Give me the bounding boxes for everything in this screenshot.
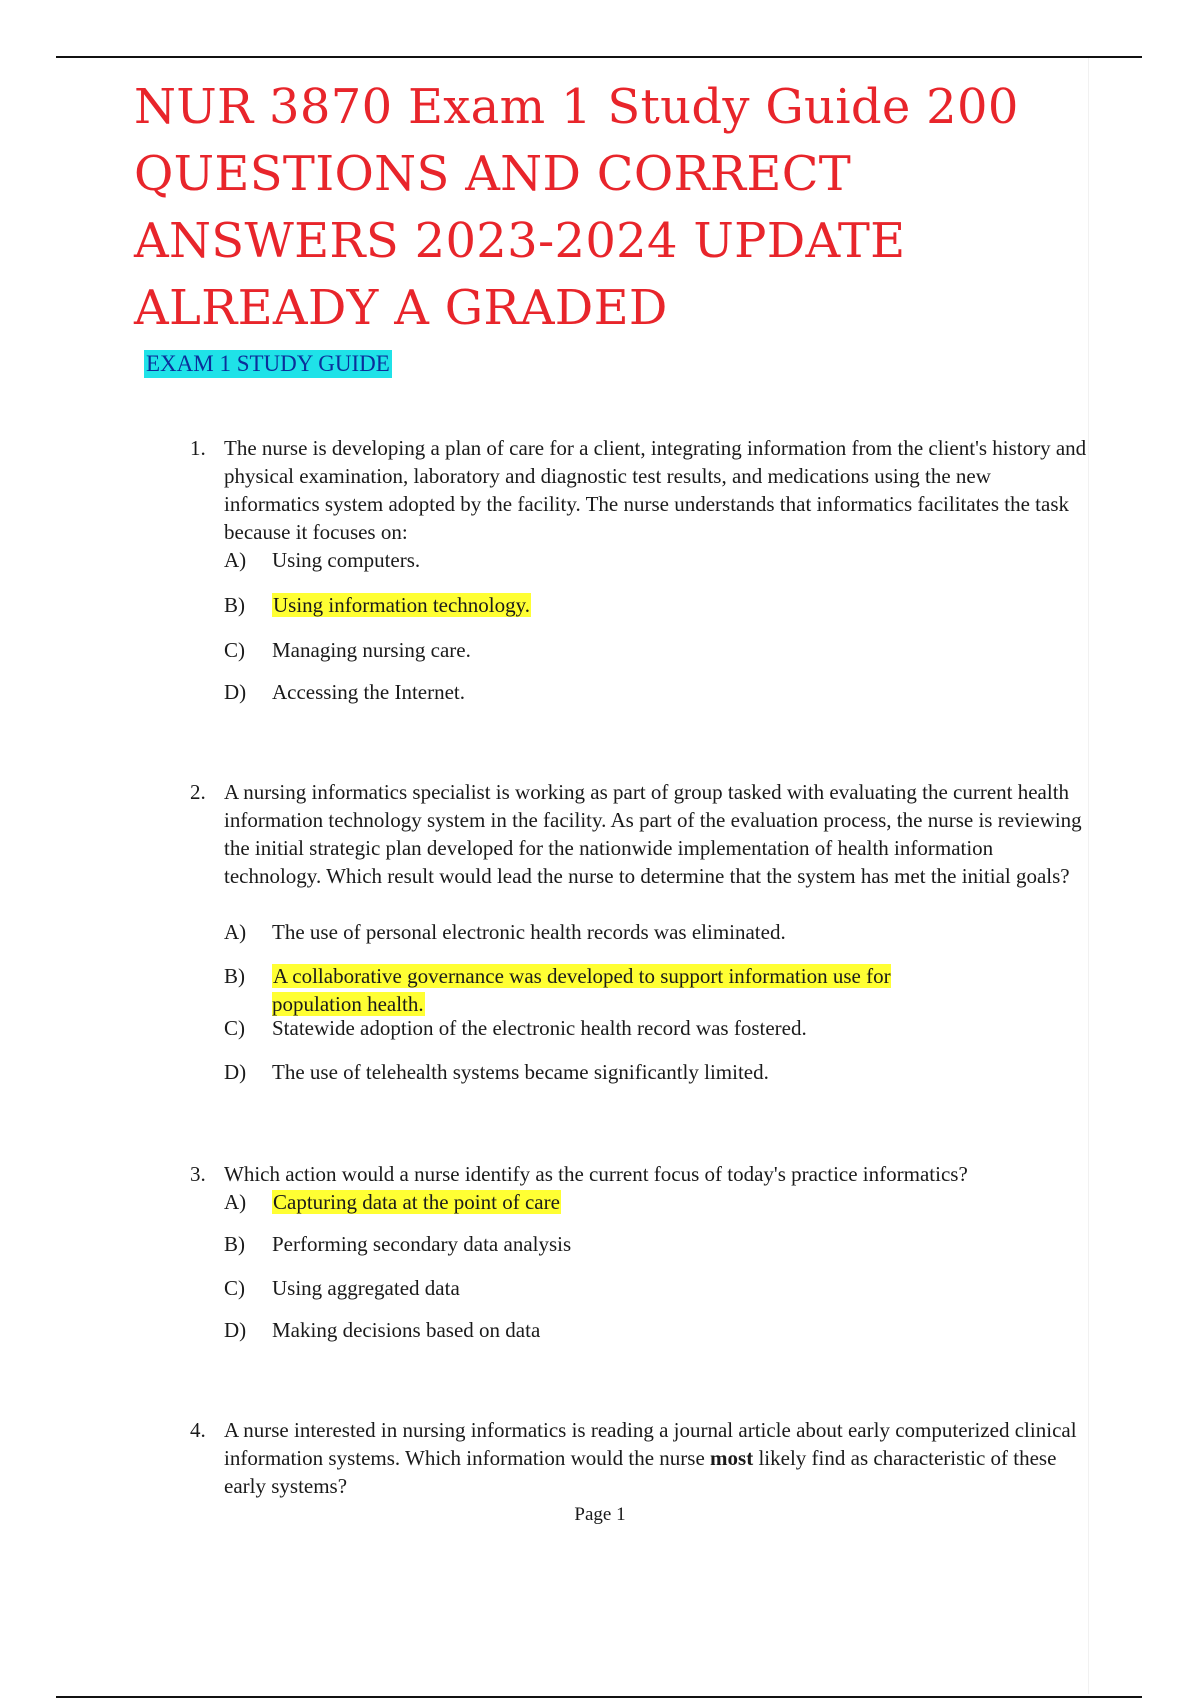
question-number: 4. (190, 1418, 206, 1442)
option-letter: A) (224, 1190, 247, 1214)
question-stem: Which action would a nurse identify as the current focus of today's practice informatics? (224, 1162, 968, 1186)
emphasis: most (710, 1446, 754, 1470)
option-letter: A) (224, 548, 247, 572)
question-1-options (190, 546, 1090, 706)
option-text-highlighted: Capturing data at the point of care (273, 1190, 560, 1214)
question-3 (190, 1160, 1090, 1188)
option-text: Using computers. (272, 548, 421, 572)
bottom-rule (56, 1696, 1142, 1698)
option-text: The use of telehealth systems became significantly limited. (272, 1060, 769, 1084)
option-letter: D) (224, 1060, 247, 1084)
question-stem: A nursing informatics specialist is working as part of group tasked with evaluating the current health information technology system in the facility. As part of the evaluation process, the nurse is reviewing the initial strategic plan developed for the nationwide implementation of health information technology. Which result would lead the nurse to determine that the system has met the initial goals? (224, 780, 1082, 888)
option-text: Using aggregated data (272, 1276, 460, 1300)
question-number: 2. (190, 780, 206, 804)
option-text: Managing nursing care. (272, 638, 471, 662)
question-stem: The nurse is developing a plan of care for a client, integrating information from the client's history and physical examination, laboratory and diagnostic test results, and medications using the new informatics system adopted by the facility. The nurse understands that informatics facilitates the task because it focuses on: (224, 436, 1087, 544)
question-2-options (190, 918, 1090, 1086)
section-heading: EXAM 1 STUDY GUIDE (146, 351, 390, 376)
option-letter: B) (224, 964, 245, 988)
option-letter: C) (224, 1276, 245, 1300)
page-number: Page 1 (574, 1504, 626, 1525)
option-a (224, 918, 1090, 946)
question-stem: A nurse interested in nursing informatics is reading a journal article about early computerized clinical information systems. Which information would the nurse most likely find as characteristic of these early systems? (224, 1418, 1077, 1498)
option-letter: D) (224, 1318, 247, 1342)
option-b (224, 591, 1090, 619)
option-c (224, 1014, 1090, 1042)
question-1 (190, 434, 1090, 546)
question-4 (190, 1416, 1090, 1500)
option-text-highlighted: A collaborative governance was developed to support information use for population health. (272, 964, 891, 1016)
option-text: Accessing the Internet. (272, 680, 466, 704)
question-3-options (190, 1188, 1090, 1344)
option-c (224, 1274, 1090, 1302)
option-letter: B) (224, 1232, 245, 1256)
option-d (224, 1058, 1090, 1086)
top-rule (56, 56, 1142, 58)
option-d (224, 1316, 1090, 1344)
option-d (224, 678, 1090, 706)
option-letter: B) (224, 593, 245, 617)
option-letter: C) (224, 638, 245, 662)
question-number: 3. (190, 1162, 206, 1186)
option-text: Statewide adoption of the electronic health record was fostered. (272, 1016, 807, 1040)
question-2 (190, 778, 1090, 890)
option-a (224, 546, 1090, 574)
option-b (224, 1230, 1090, 1258)
option-text: Making decisions based on data (272, 1318, 541, 1342)
page-title: NUR 3870 Exam 1 Study Guide 200 QUESTIONS AND CORRECT ANSWERS 2023-2024 UPDATE ALREADY A GRADED (134, 79, 1019, 336)
option-text-highlighted: Using information technology. (273, 593, 531, 617)
option-letter: C) (224, 1016, 245, 1040)
option-c (224, 636, 1090, 664)
question-number: 1. (190, 436, 206, 460)
option-text: Performing secondary data analysis (272, 1232, 572, 1256)
option-letter: D) (224, 680, 247, 704)
option-a (224, 1188, 1090, 1216)
option-letter: A) (224, 920, 247, 944)
option-text: The use of personal electronic health records was eliminated. (272, 920, 786, 944)
option-b (224, 962, 1090, 1014)
